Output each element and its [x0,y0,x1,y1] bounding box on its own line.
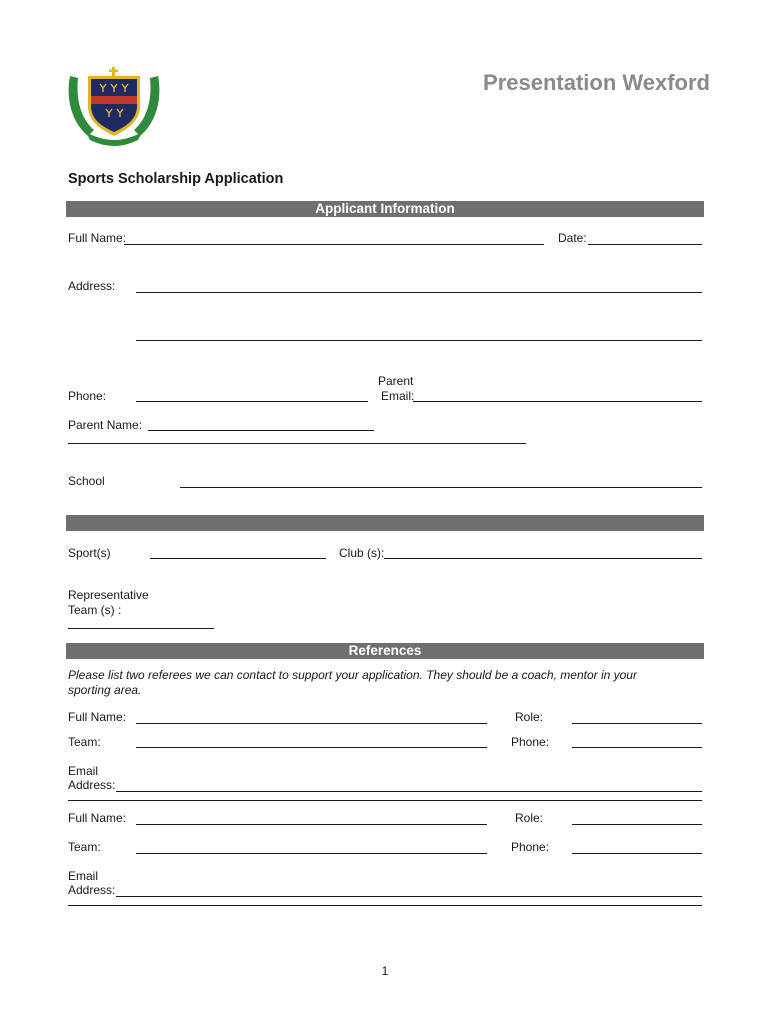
phone-field[interactable] [136,401,368,402]
referee-1-role-label: Role: [515,710,544,724]
clubs-label: Club (s): [339,546,385,560]
referee-2-role-label: Role: [515,811,544,825]
referee-2-email-field[interactable] [116,896,702,897]
referee-2-full-name-field[interactable] [136,824,487,825]
representative-team-field[interactable] [68,628,214,629]
date-field[interactable] [588,244,702,245]
referee-1-team-label: Team: [68,735,101,749]
referee-2-team-field[interactable] [136,853,487,854]
referee-1-email-field[interactable] [116,791,702,792]
referee-1-phone-field[interactable] [572,747,702,748]
page-number: 1 [381,964,389,978]
parent-name-field-line-2[interactable] [68,443,526,444]
representative-team-label-line-2: Team (s) : [68,603,122,617]
referee-2-email-label-line-1: Email [68,869,99,883]
parent-email-label-line-1: Parent [378,374,414,388]
section-bar-applicant-information: Applicant Information [66,201,704,217]
referee-2-email-label-line-2: Address: [68,883,116,897]
address-field-line-1[interactable] [136,292,702,293]
referee-2-full-name-label: Full Name: [68,811,127,825]
referee-1-full-name-field[interactable] [136,723,487,724]
address-label: Address: [68,279,116,293]
date-label: Date: [558,231,587,245]
parent-email-field[interactable] [413,401,702,402]
referee-2-phone-label: Phone: [511,840,550,854]
section-bar-sport [66,515,704,531]
sports-label: Sport(s) [68,546,111,560]
referee-2-email-field-line-2[interactable] [68,905,702,906]
clubs-field[interactable] [384,558,702,559]
parent-name-field[interactable] [148,430,374,431]
school-name: Presentation Wexford [483,70,710,95]
full-name-field[interactable] [124,244,544,245]
referee-1-email-label-line-1: Email [68,764,99,778]
referee-1-email-field-line-2[interactable] [68,800,702,801]
referee-1-phone-label: Phone: [511,735,550,749]
referee-2-phone-field[interactable] [572,853,702,854]
referee-2-role-field[interactable] [572,824,702,825]
referee-1-team-field[interactable] [136,747,487,748]
address-field-line-2[interactable] [136,340,702,341]
sports-field[interactable] [150,558,326,559]
school-crest-logo [64,66,164,146]
section-bar-references: References [66,643,704,659]
parent-email-label-line-2: Email: [381,389,415,403]
full-name-label: Full Name: [68,231,127,245]
referee-1-full-name-label: Full Name: [68,710,127,724]
school-label: School [68,474,105,488]
parent-name-label: Parent Name: [68,418,143,432]
phone-label: Phone: [68,389,107,403]
referee-1-role-field[interactable] [572,723,702,724]
referee-2-team-label: Team: [68,840,101,854]
representative-team-label-line-1: Representative [68,588,149,602]
references-instructions: Please list two referees we can contact to support your application. They should be a coach, mentor in your sporting area. [68,668,637,697]
form-title: Sports Scholarship Application [68,171,284,187]
school-field[interactable] [180,487,702,488]
referee-1-email-label-line-2: Address: [68,778,116,792]
